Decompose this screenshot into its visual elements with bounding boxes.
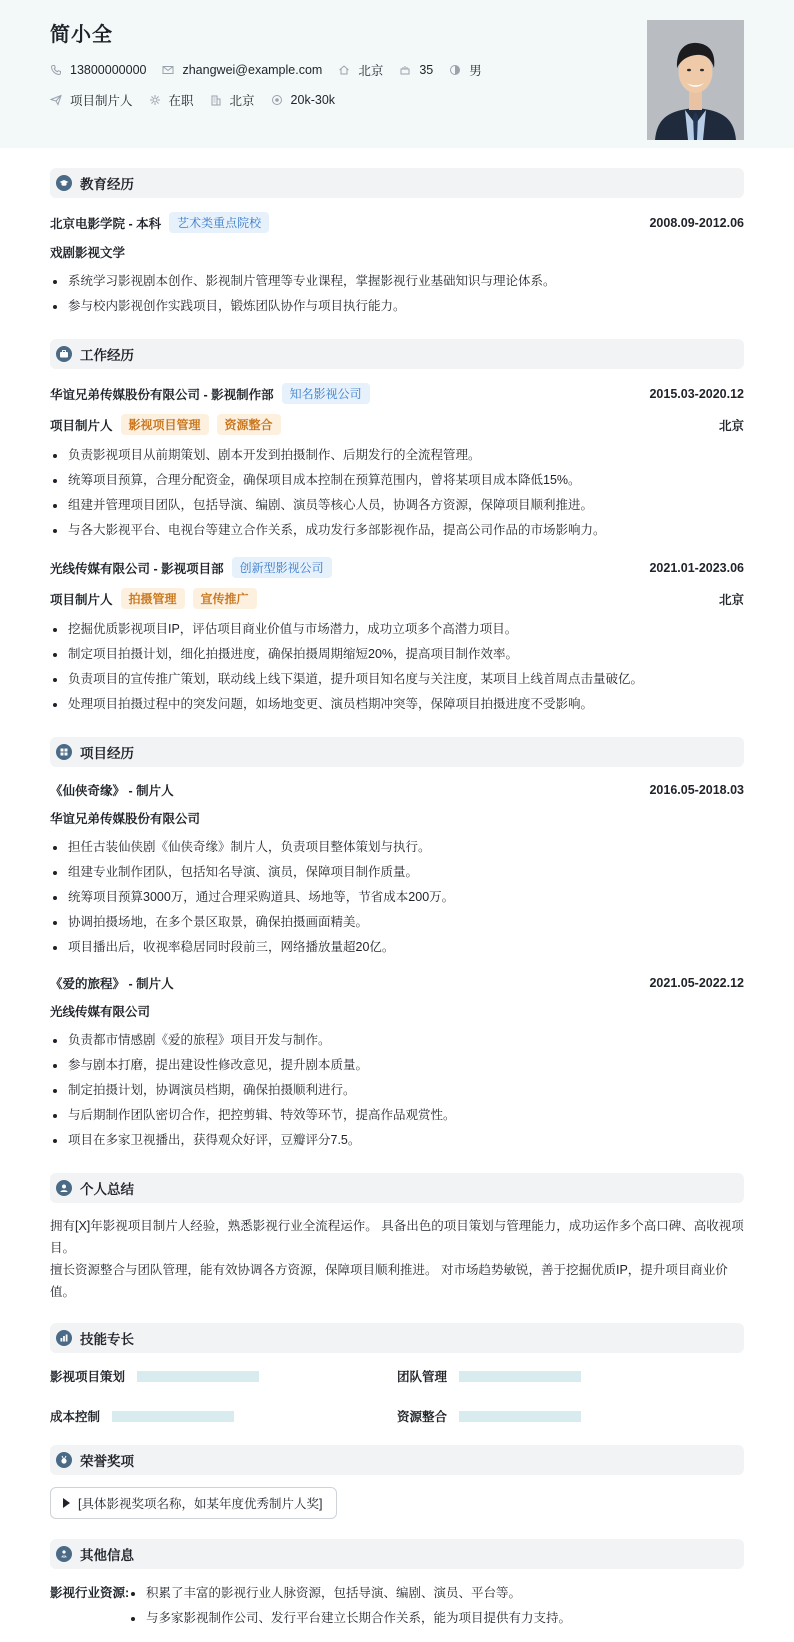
list-item: 统筹项目预算，合理分配资金，确保项目成本控制在预算范围内，曾将某项目成本降低15%。 bbox=[50, 468, 744, 493]
skill-name: 团队管理 bbox=[397, 1370, 448, 1384]
section-work bbox=[50, 339, 744, 369]
gender-item bbox=[449, 61, 482, 79]
grid-icon bbox=[56, 744, 72, 760]
triangle-right-icon bbox=[63, 1498, 70, 1508]
company-name: 光线传媒有限公司 - 影视项目部 bbox=[50, 561, 224, 576]
work-role-line bbox=[50, 414, 744, 435]
section-title-text: 教育经历 bbox=[80, 177, 134, 192]
school-tag: 艺术类重点院校 bbox=[169, 212, 269, 233]
medal-icon bbox=[56, 1452, 72, 1468]
skill-name: 成本控制 bbox=[50, 1410, 101, 1424]
work-entry-head bbox=[50, 383, 744, 404]
other-info bbox=[50, 1581, 744, 1631]
skill-name: 资源整合 bbox=[397, 1410, 448, 1424]
project-entry-head bbox=[50, 781, 744, 799]
list-item: 组建专业制作团队，包括知名导演、演员，保障项目制作质量。 bbox=[50, 860, 744, 885]
work-bullets bbox=[50, 443, 744, 543]
age-text: 35 bbox=[419, 63, 434, 77]
list-item: 负责都市情感剧《爱的旅程》项目开发与制作。 bbox=[50, 1028, 744, 1053]
skill-item bbox=[397, 1367, 744, 1385]
city-text: 北京 bbox=[358, 64, 384, 78]
skill-bar bbox=[112, 1411, 234, 1422]
phone-icon bbox=[50, 64, 62, 76]
resume-body bbox=[0, 168, 794, 1631]
salary-item bbox=[271, 93, 335, 107]
project-entry-head bbox=[50, 974, 744, 992]
list-item: 制定项目拍摄计划，细化拍摄进度，确保拍摄周期缩短20%，提高项目制作效率。 bbox=[50, 642, 744, 667]
target-city-item bbox=[210, 91, 255, 109]
project-bullets bbox=[50, 835, 744, 960]
resume-header bbox=[0, 0, 794, 148]
project-bullets bbox=[50, 1028, 744, 1153]
status-item bbox=[149, 91, 194, 109]
list-item: 统筹项目预算3000万，通过合理采购道具、场地等，节省成本200万。 bbox=[50, 885, 744, 910]
list-item: 负责项目的宣传推广策划，联动线上线下渠道，提升项目知名度与关注度，某项目上线首周点击量破亿。 bbox=[50, 667, 744, 692]
award-item[interactable] bbox=[50, 1487, 337, 1519]
work-period: 2021.01-2023.06 bbox=[649, 560, 744, 575]
user-icon bbox=[56, 1180, 72, 1196]
salary-text: 20k-30k bbox=[290, 93, 336, 107]
education-bullets bbox=[50, 269, 744, 319]
briefcase-icon bbox=[56, 346, 72, 362]
list-item: 与多家影视制作公司、发行平台建立长期合作关系，能为项目提供有力支持。 bbox=[128, 1606, 571, 1631]
award-text: [具体影视奖项名称，如某年度优秀制片人奖] bbox=[78, 1497, 323, 1511]
email-item bbox=[162, 63, 322, 77]
people-icon bbox=[56, 1546, 72, 1562]
age-item bbox=[399, 63, 433, 77]
graduation-cap-icon bbox=[56, 175, 72, 191]
work-bullets bbox=[50, 617, 744, 717]
section-project bbox=[50, 737, 744, 767]
send-icon bbox=[50, 94, 62, 106]
section-title-text: 项目经历 bbox=[80, 746, 134, 761]
position-item bbox=[50, 91, 133, 109]
list-item: 项目在多家卫视播出，获得观众好评，豆瓣评分7.5。 bbox=[50, 1128, 744, 1153]
project-company-line bbox=[50, 809, 744, 827]
gender-icon bbox=[449, 64, 461, 76]
work-location: 北京 bbox=[718, 592, 744, 607]
project-company-line bbox=[50, 1002, 744, 1020]
list-item: 积累了丰富的影视行业人脉资源，包括导演、编剧、演员、平台等。 bbox=[128, 1581, 571, 1606]
skill-bar bbox=[459, 1371, 581, 1382]
summary-text bbox=[50, 1215, 744, 1303]
skill-tag: 拍摄管理 bbox=[121, 588, 185, 609]
section-skills bbox=[50, 1323, 744, 1353]
school-name: 北京电影学院 - 本科 bbox=[50, 216, 162, 231]
mail-icon bbox=[162, 64, 174, 76]
skill-tag: 资源整合 bbox=[217, 414, 281, 435]
phone-text: 13800000000 bbox=[70, 63, 147, 77]
project-title: 《仙侠奇缘》 - 制片人 bbox=[50, 784, 174, 798]
section-title-text: 其他信息 bbox=[80, 1548, 134, 1563]
age-icon bbox=[399, 64, 411, 76]
skill-bar bbox=[459, 1411, 581, 1422]
gender-text: 男 bbox=[469, 64, 482, 78]
list-item: 挖掘优质影视项目IP，评估项目商业价值与市场潜力，成功立项多个高潜力项目。 bbox=[50, 617, 744, 642]
project-period: 2021.05-2022.12 bbox=[649, 976, 744, 990]
list-item: 与后期制作团队密切合作，把控剪辑、特效等环节，提高作品观赏性。 bbox=[50, 1103, 744, 1128]
list-item: 与各大影视平台、电视台等建立合作关系，成功发行多部影视作品，提高公司作品的市场影响力。 bbox=[50, 518, 744, 543]
summary-line: 拥有[X]年影视项目制片人经验，熟悉影视行业全流程运作。 具备出色的项目策划与管理能力，成功运作多个高口碑、高收视项目。 bbox=[50, 1219, 744, 1255]
work-period: 2015.03-2020.12 bbox=[649, 386, 744, 401]
list-item: 负责影视项目从前期策划、剧本开发到拍摄制作、后期发行的全流程管理。 bbox=[50, 443, 744, 468]
company-tag: 创新型影视公司 bbox=[232, 557, 332, 578]
skill-bar bbox=[137, 1371, 259, 1382]
list-item: 参与剧本打磨，提出建设性修改意见，提升剧本质量。 bbox=[50, 1053, 744, 1078]
skill-bar-fill bbox=[112, 1411, 234, 1422]
list-item: 担任古装仙侠剧《仙侠奇缘》制片人，负责项目整体策划与执行。 bbox=[50, 835, 744, 860]
city-item bbox=[338, 61, 383, 79]
email-text: zhangwei@example.com bbox=[182, 63, 323, 77]
list-item: 参与校内影视创作实践项目，锻炼团队协作与项目执行能力。 bbox=[50, 294, 744, 319]
list-item: 组建并管理项目团队，包括导演、编剧、演员等核心人员，协调各方资源，保障项目顺利推进。 bbox=[50, 493, 744, 518]
avatar bbox=[647, 20, 744, 140]
work-role: 项目制片人 bbox=[50, 418, 113, 433]
skill-bar-fill bbox=[459, 1411, 581, 1422]
other-bullets bbox=[128, 1581, 571, 1631]
skill-name: 影视项目策划 bbox=[50, 1370, 126, 1384]
project-company: 华谊兄弟传媒股份有限公司 bbox=[50, 812, 201, 826]
work-location: 北京 bbox=[718, 418, 744, 433]
other-info-key: 影视行业资源: bbox=[50, 1586, 130, 1600]
skill-item bbox=[397, 1407, 744, 1425]
project-period: 2016.05-2018.03 bbox=[649, 783, 744, 797]
phone-item bbox=[50, 63, 146, 77]
company-tag: 知名影视公司 bbox=[282, 383, 370, 404]
section-other bbox=[50, 1539, 744, 1569]
section-summary bbox=[50, 1173, 744, 1203]
skill-tag: 宣传推广 bbox=[193, 588, 257, 609]
candidate-name: 简小全 bbox=[50, 24, 113, 46]
building-icon bbox=[210, 94, 222, 106]
skill-bar-fill bbox=[459, 1371, 581, 1382]
list-item: 处理项目拍摄过程中的突发问题，如场地变更、演员档期冲突等，保障项目拍摄进度不受影响。 bbox=[50, 692, 744, 717]
contact-row bbox=[50, 61, 744, 79]
list-item: 项目播出后，收视率稳居同时段前三，网络播放量超20亿。 bbox=[50, 935, 744, 960]
bar-chart-icon bbox=[56, 1330, 72, 1346]
section-education bbox=[50, 168, 744, 198]
skills-grid bbox=[50, 1367, 744, 1425]
project-company: 光线传媒有限公司 bbox=[50, 1005, 151, 1019]
section-title-text: 技能专长 bbox=[80, 1332, 134, 1347]
target-city-text: 北京 bbox=[229, 94, 255, 108]
list-item: 协调拍摄场地，在多个景区取景，确保拍摄画面精美。 bbox=[50, 910, 744, 935]
project-title: 《爱的旅程》 - 制片人 bbox=[50, 977, 174, 991]
position-text: 项目制片人 bbox=[70, 94, 133, 108]
education-entry-head bbox=[50, 212, 744, 233]
list-item: 制定拍摄计划，协调演员档期，确保拍摄顺利进行。 bbox=[50, 1078, 744, 1103]
list-item: 系统学习影视剧本创作、影视制片管理等专业课程，掌握影视行业基础知识与理论体系。 bbox=[50, 269, 744, 294]
work-entry-head bbox=[50, 557, 744, 578]
education-period: 2008.09-2012.06 bbox=[649, 215, 744, 230]
skill-bar-fill bbox=[137, 1371, 259, 1382]
skill-item bbox=[50, 1367, 397, 1385]
home-icon bbox=[338, 64, 350, 76]
education-major: 戏剧影视文学 bbox=[50, 246, 126, 260]
section-title-text: 工作经历 bbox=[80, 348, 134, 363]
work-role-line bbox=[50, 588, 744, 609]
company-name: 华谊兄弟传媒股份有限公司 - 影视制作部 bbox=[50, 387, 274, 402]
section-title-text: 个人总结 bbox=[80, 1182, 134, 1197]
work-role: 项目制片人 bbox=[50, 592, 113, 607]
education-major-line bbox=[50, 243, 744, 261]
job-row bbox=[50, 91, 744, 109]
status-text: 在职 bbox=[168, 94, 194, 108]
skill-tag: 影视项目管理 bbox=[121, 414, 209, 435]
section-title-text: 荣誉奖项 bbox=[80, 1454, 134, 1469]
coin-icon bbox=[271, 94, 283, 106]
skill-item bbox=[50, 1407, 397, 1425]
summary-line: 擅长资源整合与团队管理，能有效协调各方资源，保障项目顺利推进。 对市场趋势敏锐，善于挖掘优质IP，提升项目商业价值。 bbox=[50, 1263, 728, 1299]
section-awards bbox=[50, 1445, 744, 1475]
gear-icon bbox=[149, 94, 161, 106]
